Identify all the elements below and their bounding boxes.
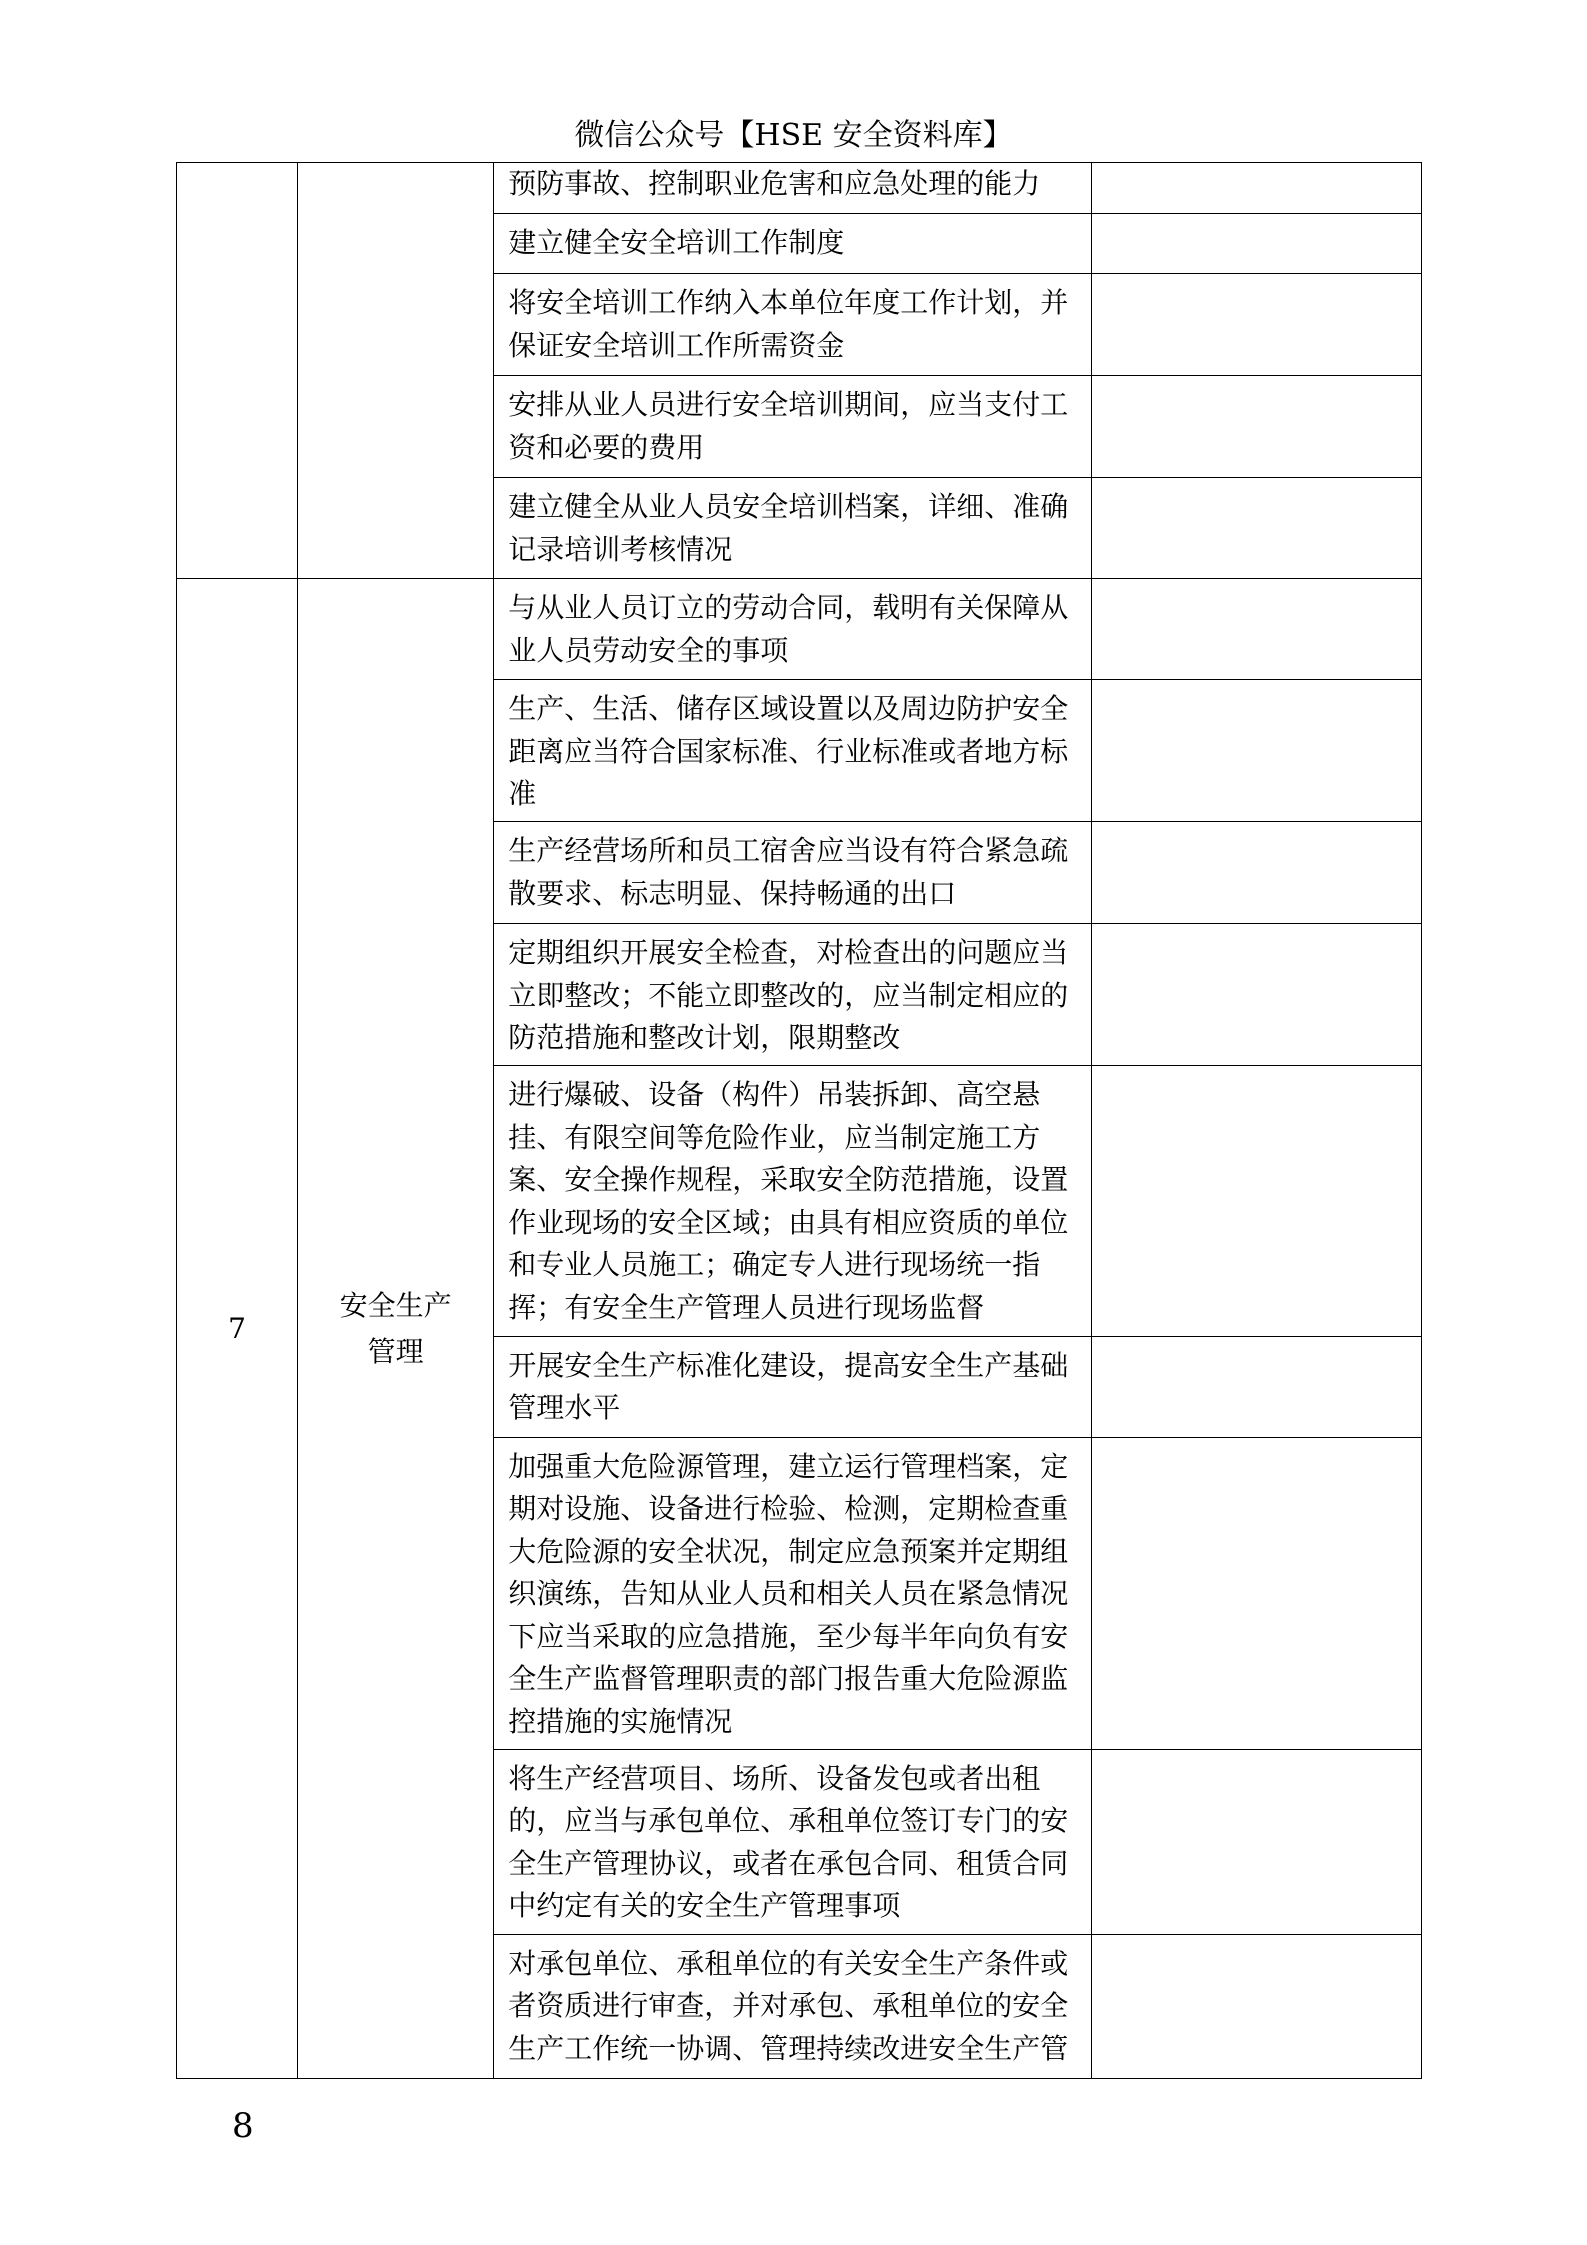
result-cell [1091, 163, 1421, 214]
category-line: 管理 [367, 1334, 424, 1368]
item-text: 加强重大危险源管理，建立运行管理档案，定期对设施、设备进行检验、检测，定期检查重大危险源的安全状况，制定应急预案并定期组织演练，告知从业人员和相关人员在紧急情况下应当采取的应急措施，至少每半年向负有安全生产监督管理职责的部门报告重大危险源监控措施的实施情况 [508, 1449, 1069, 1738]
item-cell [494, 822, 1091, 924]
category-cell [298, 163, 494, 579]
item-cell [494, 274, 1091, 376]
item-text: 进行爆破、设备（构件）吊装拆卸、高空悬挂、有限空间等危险作业，应当制定施工方案、安全操作规程，采取安全防范措施，设置作业现场的安全区域；由具有相应资质的单位和专业人员施工；确定专人进行现场统一指挥；有安全生产管理人员进行现场监督 [508, 1078, 1069, 1324]
item-text: 将安全培训工作纳入本单位年度工作计划，并保证安全培训工作所需资金 [508, 286, 1069, 362]
item-cell [494, 478, 1091, 579]
item-text: 安排从业人员进行安全培训期间，应当支付工资和必要的费用 [508, 388, 1069, 464]
result-cell [1091, 822, 1421, 924]
item-text: 与从业人员订立的劳动合同，载明有关保障从业人员劳动安全的事项 [508, 591, 1069, 667]
item-cell [494, 1066, 1091, 1336]
item-cell [494, 376, 1091, 478]
result-cell [1091, 1437, 1421, 1749]
item-text: 定期组织开展安全检查，对检查出的问题应当立即整改；不能立即整改的，应当制定相应的防范措施和整改计划，限期整改 [508, 936, 1069, 1055]
result-cell [1091, 680, 1421, 822]
result-cell [1091, 1066, 1421, 1336]
item-cell [494, 1437, 1091, 1749]
item-cell [494, 1934, 1091, 2078]
result-cell [1091, 274, 1421, 376]
item-text: 预防事故、控制职业危害和应急处理的能力 [508, 167, 1041, 200]
table-row [177, 579, 1422, 680]
result-cell [1091, 579, 1421, 680]
item-cell [494, 680, 1091, 822]
result-cell [1091, 214, 1421, 274]
item-text: 生产经营场所和员工宿舍应当设有符合紧急疏散要求、标志明显、保持畅通的出口 [508, 834, 1069, 910]
item-text: 对承包单位、承租单位的有关安全生产条件或者资质进行审查，并对承包、承租单位的安全生产工作统一协调、管理持续改进安全生产管 [508, 1946, 1069, 2065]
item-cell [494, 924, 1091, 1066]
row-number-cell: 7 [177, 579, 298, 2079]
category-line: 安全生产 [339, 1288, 452, 1322]
item-cell [494, 163, 1091, 214]
item-text: 建立健全从业人员安全培训档案，详细、准确记录培训考核情况 [508, 490, 1069, 566]
item-cell [494, 1336, 1091, 1437]
item-text: 将生产经营项目、场所、设备发包或者出租的，应当与承包单位、承租单位签订专门的安全生产管理协议，或者在承包合同、租赁合同中约定有关的安全生产管理事项 [508, 1761, 1069, 1923]
item-cell [494, 214, 1091, 274]
item-text: 生产、生活、储存区域设置以及周边防护安全距离应当符合国家标准、行业标准或者地方标准 [508, 692, 1069, 811]
item-cell [494, 1749, 1091, 1934]
result-cell [1091, 1749, 1421, 1934]
row-number-cell [177, 163, 298, 579]
category-cell [298, 579, 494, 2079]
page-header: 微信公众号【HSE 安全资料库】 [574, 118, 1013, 153]
result-cell [1091, 924, 1421, 1066]
result-cell [1091, 478, 1421, 579]
page-number: 8 [232, 2106, 254, 2146]
item-text: 开展安全生产标准化建设，提高安全生产基础管理水平 [508, 1348, 1069, 1425]
result-cell [1091, 1934, 1421, 2078]
result-cell [1091, 376, 1421, 478]
table-row [177, 163, 1422, 214]
checklist-table [176, 162, 1422, 2079]
result-cell [1091, 1336, 1421, 1437]
item-text: 建立健全安全培训工作制度 [508, 226, 845, 260]
item-cell [494, 579, 1091, 680]
